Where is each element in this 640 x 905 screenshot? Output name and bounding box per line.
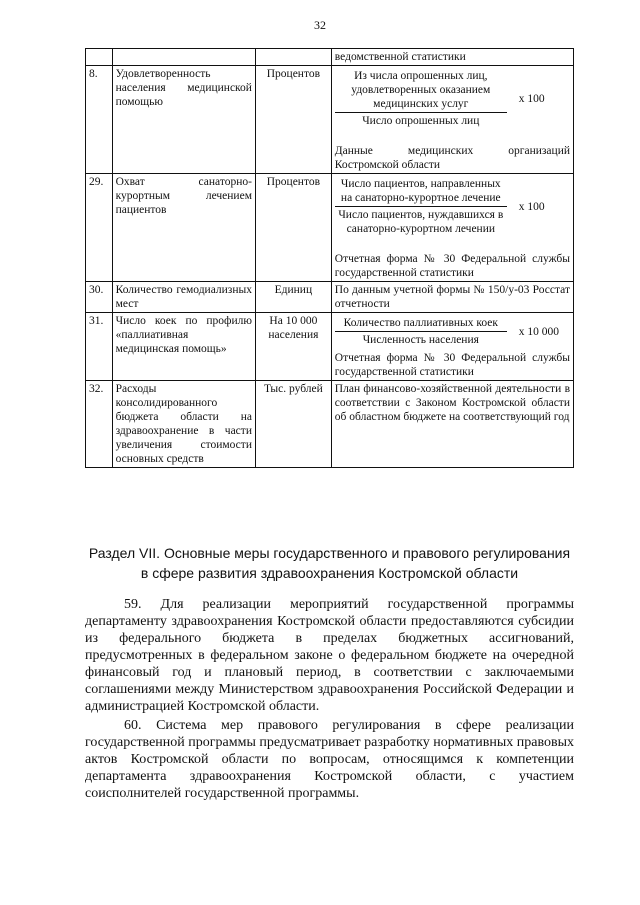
denominator: Число пациентов, нуждавшихся в санаторно-курортном лечении: [338, 209, 504, 235]
table-row: [86, 381, 574, 468]
indicator-name: Охват санаторно-курортным лечением пациентов: [112, 174, 255, 282]
numerator: Число пациентов, направленных на санаторно-курортное лечение: [335, 177, 507, 207]
table-cell-name: [112, 49, 255, 66]
formula-cell: [331, 313, 573, 381]
paragraph-59: 59. Для реализации мероприятий государственной программы департаменту здравоохранения Костромской области предоставляются субсидии из федерального бюджета в пределах бюджетных ассигнований, предусмотренных в федеральном законе о федеральном бюджете на очередной финансовый год и плановый период, в соответствии с заключаемыми соглашениями между Министерством здравоохранения Российской Федерации и администрацией Костромской области.: [85, 597, 574, 714]
data-source: Данные медицинских организаций Костромской области: [334, 145, 570, 171]
denominator: Число опрошенных лиц: [362, 115, 480, 127]
denominator: Численность населения: [362, 334, 479, 346]
formula-cell: [331, 174, 573, 282]
formula: [335, 69, 570, 128]
page-number: 32: [314, 18, 326, 32]
formula: [335, 177, 570, 236]
indicators-table: [85, 48, 574, 468]
indicator-name: Удовлетворенность населения медицинской помощью: [112, 66, 255, 174]
numerator: Из числа опрошенных лиц, удовлетворенных оказанием медицинских услуг: [335, 69, 507, 113]
table-row: [86, 66, 574, 174]
formula-cell: [331, 66, 573, 174]
numerator: Количество паллиативных коек: [335, 316, 507, 332]
data-source: Отчетная форма № 30 Федеральной службы государственной статистики: [334, 253, 570, 279]
unit: Тыс. рублей: [255, 381, 331, 468]
formula: [335, 316, 570, 347]
table-row-continuation: [86, 49, 574, 66]
unit: На 10 000 населения: [255, 313, 331, 381]
row-number: 29.: [86, 174, 113, 282]
data-source: Отчетная форма № 30 Федеральной службы государственной статистики: [334, 352, 570, 378]
table-cell-unit: [255, 49, 331, 66]
row-number: 30.: [86, 282, 113, 313]
data-source: План финансово-хозяйственной деятельности в соответствии с Законом Костромской области об областном бюджете на соответствующий год: [331, 381, 573, 468]
row-number: 32.: [86, 381, 113, 468]
data-source: По данным учетной формы № 150/у-03 Росстат отчетности: [331, 282, 573, 313]
unit: Процентов: [255, 174, 331, 282]
table-row: [86, 282, 574, 313]
unit: Единиц: [255, 282, 331, 313]
unit: Процентов: [255, 66, 331, 174]
row-number: 31.: [86, 313, 113, 381]
multiplier: х 100: [518, 92, 545, 105]
indicator-name: Расходы консолидированного бюджета области на здравоохранение в части увеличения стоимости основных средств: [112, 381, 255, 468]
multiplier: х 10 000: [518, 325, 560, 338]
continuation-text: ведомственной статистики: [331, 49, 573, 66]
table-row: [86, 174, 574, 282]
paragraph-60: 60. Система мер правового регулирования в сфере реализации государственной программы предусматривает разработку нормативных правовых актов Костромской области по вопросам, относящимся к компетенции департамента здравоохранения Костромской области, с участием соисполнителей государственной программы.: [85, 718, 574, 801]
indicator-name: Число коек по профилю «паллиативная медицинская помощь»: [112, 313, 255, 381]
row-number: 8.: [86, 66, 113, 174]
table-cell-num: [86, 49, 113, 66]
indicator-name: Количество гемодиализных мест: [112, 282, 255, 313]
table-row: [86, 313, 574, 381]
section-title: Раздел VII. Основные меры государственного и правового регулирования в сфере развития здравоохранения Костромской области: [88, 545, 571, 581]
multiplier: х 100: [518, 200, 545, 213]
